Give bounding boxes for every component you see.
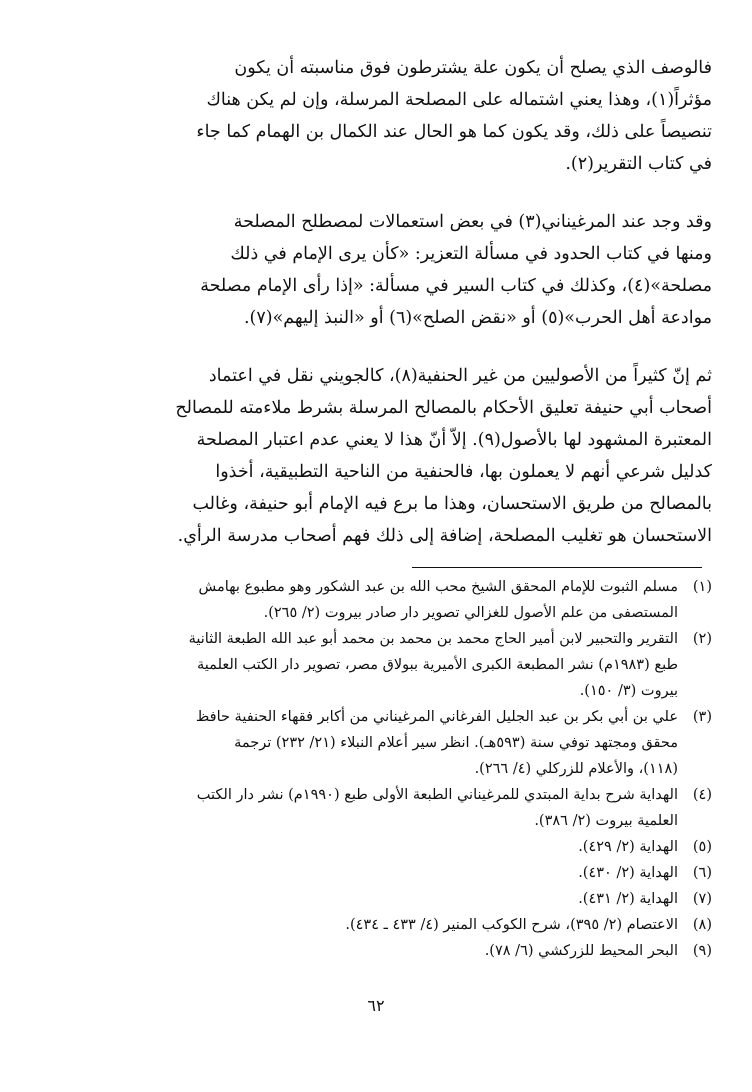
footnotes bbox=[62, 574, 712, 964]
footnote-line: بيروت (٣/ ١٥٠). bbox=[579, 683, 678, 699]
footnote-text bbox=[62, 626, 678, 704]
paragraph-1 bbox=[62, 52, 712, 180]
footnote bbox=[62, 912, 712, 938]
paragraph-3 bbox=[62, 360, 712, 552]
text-line: فالوصف الذي يصلح أن يكون علة يشترطون فوق مناسبته أن يكون bbox=[234, 58, 712, 78]
text-line: كدليل شرعي أنهم لا يعملون بها، فالحنفية من الناحية التطبيقية، أخذوا bbox=[215, 462, 712, 482]
text-line: تنصيصاً على ذلك، وقد يكون كما هو الحال عند الكمال بن الهمام كما جاء bbox=[196, 122, 712, 142]
footnote bbox=[62, 704, 712, 782]
footnote-line: محقق ومجتهد توفي سنة (٥٩٣هـ). انظر سير أعلام النبلاء (٢١/ ٢٣٢) ترجمة bbox=[234, 735, 678, 751]
footnote-line: البحر المحيط للزركشي (٦/ ٧٨). bbox=[484, 943, 678, 959]
footnote-number: (٤) bbox=[692, 787, 712, 803]
footnote-number: (٩) bbox=[692, 943, 712, 959]
footnote-line: الاعتصام (٢/ ٣٩٥)، شرح الكوكب المنير (٤/ ٤٣٣ ـ ٤٣٤). bbox=[345, 917, 678, 933]
footnote-line: الهداية (٢/ ٤٣٠). bbox=[578, 865, 678, 881]
footnote-text bbox=[62, 574, 678, 626]
text-line: بالمصالح من طريق الاستحسان، وهذا ما برع فيه الإمام أبو حنيفة، وغالب bbox=[192, 494, 712, 514]
text-line: في كتاب التقرير(٢). bbox=[565, 154, 712, 174]
text-line: موادعة أهل الحرب»(٥) أو «نقض الصلح»(٦) أو «النبذ إليهم»(٧). bbox=[243, 308, 712, 328]
footnote-number: (١) bbox=[692, 579, 712, 595]
footnote-text bbox=[62, 704, 678, 782]
text-line: أصحاب أبي حنيفة تعليق الأحكام بالمصالح المرسلة بشرط ملاءمته للمصالح bbox=[175, 398, 712, 418]
page-number: ٦٢ bbox=[367, 996, 385, 1015]
footnote-line: المستصفى من علم الأصول للغزالي تصوير دار صادر بيروت (٢/ ٢٦٥). bbox=[263, 605, 678, 621]
footnote-number: (٧) bbox=[692, 891, 712, 907]
footnote bbox=[62, 938, 712, 964]
text-line: الاستحسان هو تغليب المصلحة، إضافة إلى ذلك فهم أصحاب مدرسة الرأي. bbox=[177, 526, 712, 546]
footnote bbox=[62, 860, 712, 886]
footnote bbox=[62, 834, 712, 860]
footnote-line: الهداية (٢/ ٤٢٩). bbox=[578, 839, 678, 855]
footnote-text bbox=[62, 782, 678, 834]
footnote-text bbox=[62, 886, 678, 912]
footnote-line: (١١٨)، والأعلام للزركلي (٤/ ٢٦٦). bbox=[474, 761, 678, 777]
text-line: ومنها في كتاب الحدود في مسألة التعزير: «كأن يرى الإمام في ذلك bbox=[230, 244, 712, 264]
text-line: وقد وجد عند المرغيناني(٣) في بعض استعمالات لمصطلح المصلحة bbox=[233, 212, 712, 232]
footnote-number: (٥) bbox=[692, 839, 712, 855]
footnote bbox=[62, 886, 712, 912]
footnote bbox=[62, 626, 712, 704]
footnote-line: علي بن أبي بكر بن عبد الجليل الفرغاني المرغيناني من أكابر فقهاء الحنفية حافظ bbox=[195, 709, 678, 725]
footnote-number: (٨) bbox=[692, 917, 712, 933]
text-line: ثم إنّ كثيراً من الأصوليين من غير الحنفية(٨)، كالجويني نقل في اعتماد bbox=[208, 366, 712, 386]
footnote-line: العلمية بيروت (٢/ ٣٨٦). bbox=[534, 813, 678, 829]
footnote-number: (٦) bbox=[692, 865, 712, 881]
paragraph-2 bbox=[62, 206, 712, 334]
text-line: مصلحة»(٤)، وكذلك في كتاب السير في مسألة: «إذا رأى الإمام مصلحة bbox=[200, 276, 712, 296]
footnote-number: (٣) bbox=[692, 709, 712, 725]
text-line: مؤثراً(١)، وهذا يعني اشتماله على المصلحة المرسلة، وإن لم يكن هناك bbox=[206, 90, 712, 110]
footnote bbox=[62, 782, 712, 834]
text-line: المعتبرة المشهود لها بالأصول(٩). إلاّ أنّ هذا لا يعني عدم اعتبار المصلحة bbox=[196, 430, 712, 450]
footnote-line: الهداية شرح بداية المبتدي للمرغيناني الطبعة الأولى طبع (١٩٩٠م) نشر دار الكتب bbox=[196, 787, 678, 803]
footnote-line: مسلم الثبوت للإمام المحقق الشيخ محب الله بن عبد الشكور وهو مطبوع بهامش bbox=[198, 579, 678, 595]
footnote-line: طبع (١٩٨٣م) نشر المطبعة الكبرى الأميرية ببولاق مصر، تصوير دار الكتب العلمية bbox=[197, 657, 678, 673]
footnote bbox=[62, 574, 712, 626]
footnote-line: التقرير والتحبير لابن أمير الحاج محمد بن محمد بن محمد أبو عبد الله الطبعة الثانية bbox=[188, 631, 678, 647]
footnote-separator bbox=[412, 567, 702, 568]
footnote-text bbox=[62, 860, 678, 886]
footnote-line: الهداية (٢/ ٤٣١). bbox=[578, 891, 678, 907]
footnote-text bbox=[62, 912, 678, 938]
main-text bbox=[62, 52, 712, 578]
footnote-text bbox=[62, 834, 678, 860]
footnote-text bbox=[62, 938, 678, 964]
footnote-number: (٢) bbox=[692, 631, 712, 647]
